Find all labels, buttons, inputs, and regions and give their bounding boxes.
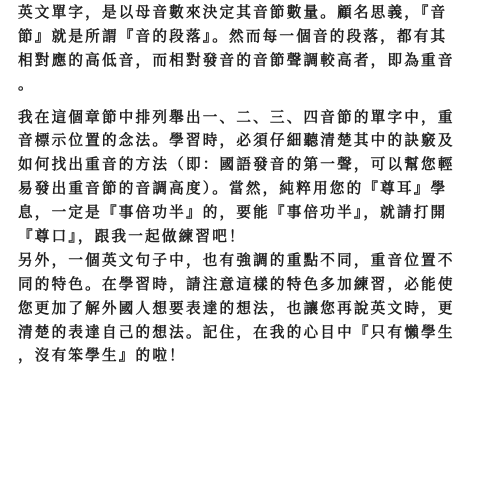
text-line: 英文單字，是以母音數來決定其音節數量。顧名思義，『音: [18, 4, 448, 21]
text-line: 我在這個章節中排列舉出一、二、三、四音節的單字中，重: [18, 108, 455, 126]
text-line: 如何找出重音的方法（即：國語發音的第一聲，可以幫您輕: [18, 156, 455, 174]
paragraph-sentence-stress: [18, 249, 470, 368]
text-line: 易發出重音節的音調高度）。當然，純粹用您的『尊耳』學: [18, 180, 448, 198]
text-line: 節』就是所謂『音的段落』。然而每一個音的段落，都有其: [18, 27, 448, 45]
text-line: ，沒有笨學生』的啦！: [18, 347, 186, 365]
text-line: 清楚的表達自己的想法。記住，在我的心目中『只有懶學生: [18, 323, 455, 341]
text-line: 相對應的高低音，而相對發音的音節聲調較高者，即為重音: [18, 51, 455, 69]
paragraph-syllable-intro: [18, 1, 470, 97]
text-line: 另外，一個英文句子中，也有強調的重點不同，重音位置不: [18, 251, 455, 269]
text-line: 『尊口』，跟我一起做練習吧！: [18, 228, 246, 246]
text-line: 息，一定是『事倍功半』的，要能『事倍功半』，就請打開: [18, 204, 448, 222]
text-line: 您更加了解外國人想要表達的想法，也讓您再說英文時，更: [18, 299, 455, 317]
text-line: 。: [18, 75, 35, 93]
paragraph-practice-method: [18, 106, 470, 249]
text-line: 音標示位置的念法。學習時，必須仔細聽清楚其中的訣竅及: [18, 132, 455, 150]
text-line: 同的特色。在學習時，請注意這樣的特色多加練習，必能使: [18, 275, 455, 293]
